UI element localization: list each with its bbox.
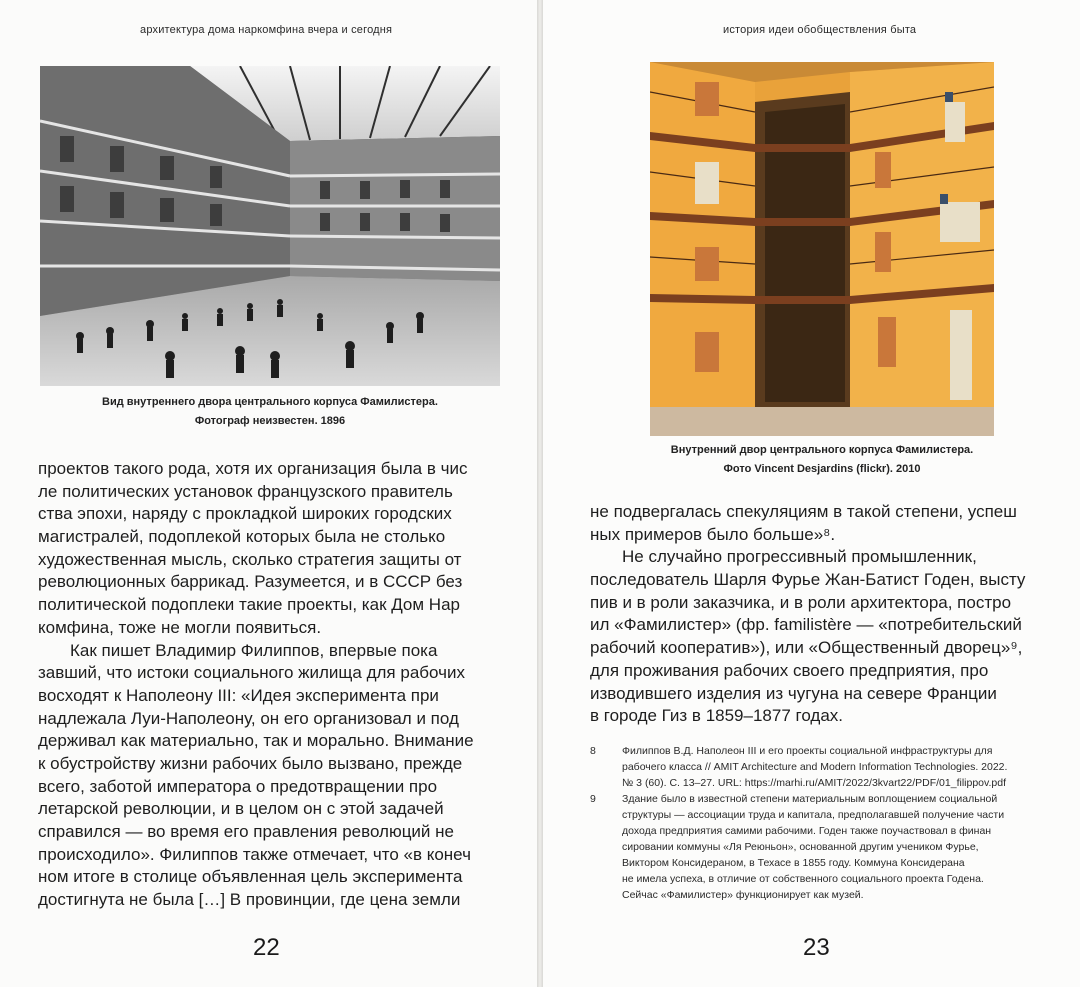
text-line: ил «Фамилистер» (фр. familistère — «потребительский: [590, 615, 1022, 635]
caption-line: Вид внутреннего двора центрального корпуса Фамилистера.: [102, 396, 438, 408]
footnote-line: Виктором Консидераном, в Техасе в 1855 году. Коммуна Консидерана: [622, 857, 965, 869]
caption-line: Фото Vincent Desjardins (flickr). 2010: [723, 463, 921, 475]
text-line-indented: Как пишет Владимир Филиппов, впервые пока: [70, 640, 438, 660]
text-line: в городе Гиз в 1859–1877 годах.: [590, 706, 844, 726]
figure-caption-left: [40, 393, 500, 431]
body-text-left: [38, 458, 474, 912]
text-line-indented: Не случайно прогрессивный промышленник,: [622, 547, 977, 567]
text-line: пив и в роли заказчика, и в роли архитектора, постро: [590, 592, 1012, 612]
text-line: к обустройству жизни рабочих было вызвано, прежде: [38, 753, 463, 773]
footnote-line: Здание было в известной степени материальным воплощением социальной: [622, 793, 998, 805]
left-page: [0, 0, 537, 987]
text-line: восходят к Наполеону III: «Идея эксперимента при: [38, 685, 439, 705]
footnote-line: рабочего класса // AMIT Architecture and Modern Information Technologies. 2022.: [622, 761, 1008, 773]
text-line: для проживания рабочих своего предприятия, про: [590, 660, 989, 680]
black-white-photo-courtyard-icon: [40, 66, 500, 386]
footnote-line: структуры — ассоциации труда и капитала, предполагавшей получение части: [622, 809, 1005, 821]
text-line: последователь Шарля Фурье Жан-Батист Годен, высту: [590, 570, 1026, 590]
text-line: революционных баррикад. Разумеется, и в СССР без: [38, 572, 463, 592]
footnote-line: не имела успеха, в отличие от собственного социального проекта Годена.: [622, 873, 984, 885]
footnote-line: Сейчас «Фамилистер» функционирует как музей.: [622, 889, 864, 901]
page-number-right: 23: [803, 934, 830, 961]
running-head-left: архитектура дома наркомфина вчера и сегодня: [140, 24, 393, 36]
text-line: магистралей, подоплекой которых была не столько: [38, 527, 446, 547]
text-line: происходило». Филиппов также отмечает, что «в конеч: [38, 844, 471, 864]
right-page: [543, 0, 1080, 987]
text-line: рабочий кооператив»), или «Общественный дворец»⁹,: [590, 638, 1023, 658]
text-line: изводившего изделия из чугуна на севере Франции: [590, 683, 997, 703]
footnote-line: сировании коммуны «Ля Реюньон», основанной другим учеником Фурье,: [622, 841, 979, 853]
footnotes: [590, 743, 1007, 903]
footnote: [590, 791, 1007, 903]
figure-caption-right: [635, 441, 1009, 479]
caption-line: Фотограф неизвестен. 1896: [194, 415, 346, 427]
text-line: ле политических установок французского правитель: [38, 481, 453, 501]
text-line: достигнута не была […] В провинции, где цена земли: [38, 890, 461, 910]
text-line: художественная мысль, сколько стратегия защиты от: [38, 549, 462, 569]
text-line: ства эпохи, наряду с прокладкой широких городских: [38, 504, 452, 524]
text-line: летарской революции, и в целом он с этой задачей: [38, 799, 444, 819]
text-line: не подвергалась спекуляциям в такой степени, успеш: [590, 502, 1017, 521]
caption-line: Внутренний двор центрального корпуса Фамилистера.: [670, 444, 974, 456]
body-text-right: [590, 501, 1025, 728]
footnote-line: Филиппов В.Д. Наполеон III и его проекты социальной инфраструктуры для: [622, 745, 993, 757]
running-head-right: история идеи обобществления быта: [723, 24, 917, 36]
color-photo-courtyard-icon: [650, 62, 994, 436]
text-line: политической подоплеки такие проекты, как Дом Нар: [38, 595, 460, 615]
footnote-line: № 3 (60). С. 13–27. URL: https://marhi.ru/AMIT/2022/3kvart22/PDF/01_filippov.pdf: [622, 777, 1006, 789]
text-line: всего, заботой императора о предотвращении про: [38, 776, 438, 796]
text-line: надлежала Луи-Наполеону, он его организовал и под: [38, 708, 459, 728]
footnote-number: 8: [590, 745, 596, 757]
text-line: завший, что истоки социального жилища для рабочих: [38, 663, 465, 683]
footnote-number: 9: [590, 793, 596, 805]
text-line: комфина, тоже не могли появиться.: [38, 617, 322, 637]
text-line: проектов такого рода, хотя их организация была в чис: [38, 459, 468, 478]
footnote-line: дохода предприятия самими рабочими. Годен также поучаствовал в финан: [622, 825, 992, 837]
text-line: ном итоге в столице объявленная цель эксперимента: [38, 867, 463, 887]
text-line: держивал как материально, так и морально. Внимание: [38, 731, 474, 751]
footnote: [590, 743, 1007, 791]
text-line: ных примеров было больше»⁸.: [590, 524, 836, 544]
text-line: справился — во время его правления революций не: [38, 822, 454, 841]
page-number-left: 22: [253, 934, 280, 961]
